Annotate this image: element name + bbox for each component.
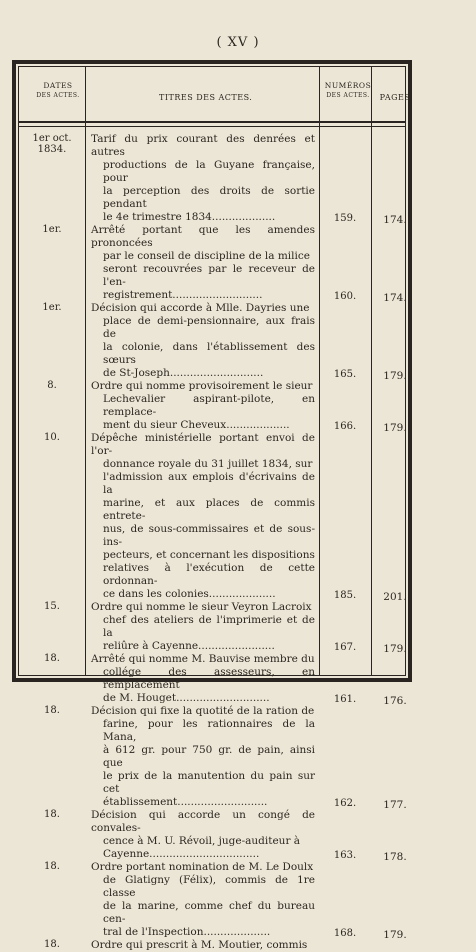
act-number: 162. bbox=[333, 798, 357, 809]
act-title-line: registrement........................... bbox=[103, 289, 263, 301]
act-title-line: établissement........................... bbox=[103, 796, 268, 808]
act-page: 179. bbox=[383, 422, 407, 434]
table-row bbox=[19, 432, 405, 601]
act-number: 167. bbox=[333, 642, 357, 653]
act-date: 18. bbox=[44, 705, 60, 716]
act-title-line: de St-Joseph............................ bbox=[103, 367, 264, 379]
act-page: 179. bbox=[383, 370, 407, 382]
act-title bbox=[91, 133, 315, 224]
act-date: 1er. bbox=[42, 302, 62, 313]
act-title-line: Lechevalier aspirant-pilote, en remplace- bbox=[103, 393, 315, 418]
act-number: 168. bbox=[333, 928, 357, 939]
act-page: 179. bbox=[383, 929, 407, 941]
table-row bbox=[19, 809, 405, 861]
act-title-line: le 4e trimestre 1834................... bbox=[103, 211, 276, 223]
act-title-line: Décision qui fixe la quotité de la ration de bbox=[91, 705, 315, 717]
act-title bbox=[91, 302, 315, 380]
numbers-header: NUMÉROS DES ACTES. bbox=[324, 81, 372, 99]
act-title-line: Ordre portant nomination de M. Le Doulx bbox=[91, 861, 314, 873]
act-title-line: ment du sieur Cheveux................... bbox=[103, 419, 290, 431]
titles-header: TITRES DES ACTES. bbox=[159, 93, 253, 102]
act-title-line: relatives à l'exécution de cette ordonnan- bbox=[103, 562, 315, 587]
table-body bbox=[19, 133, 405, 952]
act-title-line: cence à M. U. Révoil, juge-auditeur à bbox=[103, 835, 301, 847]
act-date: 1er oct. 1834. bbox=[32, 133, 72, 155]
act-title-line: le prix de la manutention du pain sur cet bbox=[103, 770, 315, 795]
act-title bbox=[91, 653, 315, 705]
act-title-line: Arrêté portant que les amendes prononcées bbox=[91, 224, 315, 249]
act-page: 178. bbox=[383, 851, 407, 863]
act-title-line: Ordre qui nomme provisoirement le sieur bbox=[91, 380, 313, 392]
act-title-line: marine, et aux places de commis entrete- bbox=[103, 497, 315, 522]
header-rule bbox=[19, 121, 405, 127]
act-title-line: la colonie, dans l'établissement des sœurs bbox=[103, 341, 315, 366]
act-date: 18. bbox=[44, 809, 60, 820]
act-date: 1er. bbox=[42, 224, 62, 235]
table-row bbox=[19, 653, 405, 705]
act-page: 177. bbox=[383, 799, 407, 811]
act-number: 165. bbox=[333, 369, 357, 380]
act-number: 159. bbox=[333, 213, 357, 224]
act-date: 10. bbox=[44, 432, 60, 443]
act-title-line: Ordre qui nomme le sieur Veyron Lacroix bbox=[91, 601, 312, 613]
act-title-line: la perception des droits de sortie pendant bbox=[103, 185, 315, 210]
act-date: 18. bbox=[44, 653, 60, 664]
act-title-line: Cayenne................................. bbox=[103, 848, 260, 860]
table-row bbox=[19, 224, 405, 302]
act-number: 160. bbox=[333, 291, 357, 302]
act-title bbox=[91, 380, 315, 432]
act-title bbox=[91, 809, 315, 861]
act-title bbox=[91, 939, 315, 952]
act-date: 8. bbox=[47, 380, 57, 391]
act-number: 161. bbox=[333, 694, 357, 705]
act-title-line: à 612 gr. pour 750 gr. de pain, ainsi que bbox=[103, 744, 315, 769]
act-title-line: farine, pour les rationnaires de la Mana, bbox=[103, 718, 315, 743]
act-title-line: donnance royale du 31 juillet 1834, sur bbox=[103, 458, 313, 470]
act-page: 174. bbox=[383, 292, 407, 304]
act-title-line: pecteurs, et concernant les dispositions bbox=[103, 549, 315, 561]
act-page: 176. bbox=[383, 695, 407, 707]
act-title-line: par le conseil de discipline de la milice bbox=[103, 250, 310, 262]
act-title-line: reliûre à Cayenne....................... bbox=[103, 640, 275, 652]
act-title bbox=[91, 861, 315, 939]
act-title-line: productions de la Guyane française, pour bbox=[103, 159, 315, 184]
act-title-line: collége des assesseurs, en remplacement bbox=[103, 666, 315, 691]
table-row bbox=[19, 380, 405, 432]
act-number: 185. bbox=[333, 590, 357, 601]
act-number: 163. bbox=[333, 850, 357, 861]
table-header bbox=[19, 67, 411, 123]
act-title-line: tral de l'Inspection.................... bbox=[103, 926, 271, 938]
act-title bbox=[91, 705, 315, 809]
act-title bbox=[91, 601, 315, 653]
table-row bbox=[19, 939, 405, 952]
act-title-line: Décision qui accorde un congé de convales- bbox=[91, 809, 315, 834]
act-number: 166. bbox=[333, 421, 357, 432]
act-title-line: chef des ateliers de l'imprimerie et de la bbox=[103, 614, 315, 639]
act-title-line: Tarif du prix courant des denrées et autres bbox=[91, 133, 315, 158]
act-page: 179. bbox=[383, 643, 407, 655]
act-title-line: place de demi-pensionnaire, aux frais de bbox=[103, 315, 315, 340]
act-title-line: Dépêche ministérielle portant envoi de l'or- bbox=[91, 432, 315, 457]
act-title-line: de M. Houget............................ bbox=[103, 692, 270, 704]
table-row bbox=[19, 133, 405, 224]
pages-header: PAGES bbox=[379, 93, 411, 102]
act-title-line: de la marine, comme chef du bureau cen- bbox=[103, 900, 315, 925]
dates-header: DATES DES ACTES. bbox=[36, 81, 80, 99]
table-row bbox=[19, 705, 405, 809]
act-page: 201. bbox=[383, 591, 407, 603]
page-number: ( XV ) bbox=[216, 35, 260, 50]
act-page: 174. bbox=[383, 214, 407, 226]
act-title-line: de Glatigny (Félix), commis de 1re classe bbox=[103, 874, 315, 899]
act-date: 18. bbox=[44, 861, 60, 872]
act-title-line: nus, de sous-commissaires et de sous-ins- bbox=[103, 523, 315, 548]
act-date: 15. bbox=[44, 601, 60, 612]
table-row bbox=[19, 601, 405, 653]
act-title-line: seront recouvrées par le receveur de l'en- bbox=[103, 263, 315, 288]
act-date: 18. bbox=[44, 939, 60, 950]
act-title-line: Décision qui accorde à Mlle. Dayries une bbox=[91, 302, 310, 314]
act-title-line: l'admission aux emplois d'écrivains de la bbox=[103, 471, 315, 496]
act-title-line: ce dans les colonies.................... bbox=[103, 588, 276, 600]
table-frame bbox=[12, 60, 412, 951]
table-row bbox=[19, 302, 405, 380]
act-title bbox=[91, 224, 315, 302]
act-title-line: Arrêté qui nomme M. Bauvise membre du bbox=[91, 653, 315, 665]
act-title bbox=[91, 432, 315, 601]
act-title-line: Ordre qui prescrit à M. Moutier, commis bbox=[91, 939, 308, 951]
table-row bbox=[19, 861, 405, 939]
